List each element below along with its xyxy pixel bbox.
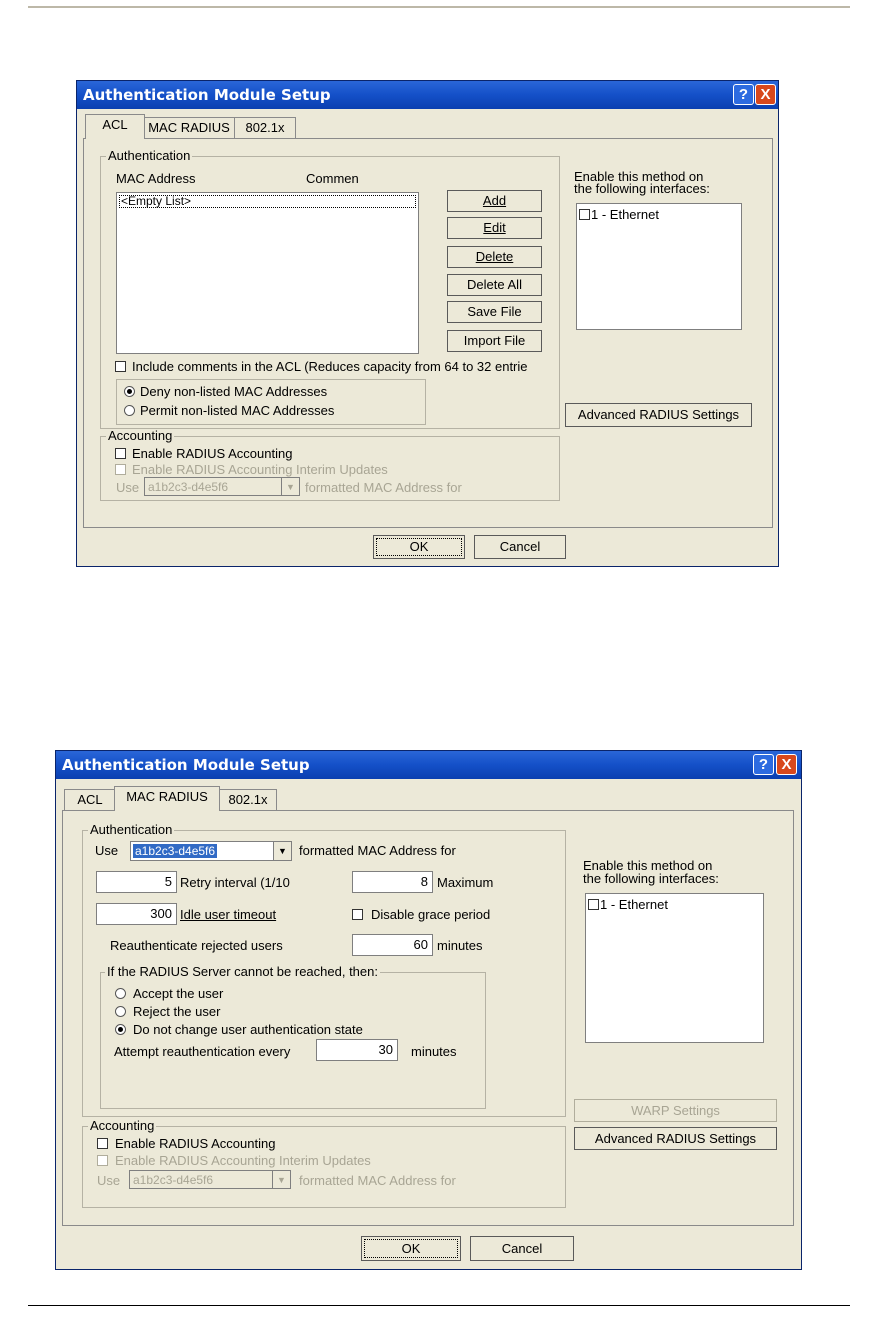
no-change-label: Do not change user authentication state [133, 1022, 363, 1037]
maximum-input[interactable]: 8 [352, 871, 433, 893]
enable-method-label-1: Enable this method on [583, 858, 713, 873]
acl-list[interactable] [116, 192, 419, 354]
use-label: Use [116, 480, 140, 495]
advanced-radius-button[interactable]: Advanced RADIUS Settings [574, 1127, 777, 1150]
interface-list[interactable] [576, 203, 742, 330]
ok-button[interactable]: OK [373, 535, 465, 559]
auth-group-label: Authentication [90, 822, 173, 837]
close-button[interactable]: X [776, 754, 797, 775]
edit-button[interactable]: Edit [447, 217, 542, 239]
dialog-acl [76, 80, 779, 567]
title-bar[interactable] [56, 751, 801, 779]
mac-format-value: a1b2c3-d4e5f6 [135, 844, 216, 858]
interim-updates-checkbox[interactable] [97, 1155, 108, 1166]
reauth-minutes-input[interactable]: 60 [352, 934, 433, 956]
acct-mac-format-value: a1b2c3-d4e5f6 [133, 1173, 214, 1187]
no-change-radio[interactable] [115, 1024, 126, 1035]
mac-format-combo[interactable] [144, 477, 300, 496]
tab-8021x[interactable]: 802.1x [234, 117, 296, 139]
disable-grace-label: Disable grace period [371, 907, 491, 922]
accounting-group-label: Accounting [108, 428, 173, 443]
import-file-button[interactable]: Import File [447, 330, 542, 352]
reject-user-radio[interactable] [115, 1006, 126, 1017]
enable-method-label-2: the following interfaces: [574, 181, 710, 196]
attempt-reauth-label: Attempt reauthentication every [114, 1044, 291, 1059]
retry-interval-input[interactable]: 5 [96, 871, 177, 893]
acct-use-label: Use [97, 1173, 121, 1188]
interface-list[interactable] [585, 893, 764, 1043]
add-button[interactable]: Add [447, 190, 542, 212]
tab-acl[interactable]: ACL [85, 114, 145, 139]
acct-mac-format-combo[interactable] [129, 1170, 291, 1189]
reauth-rejected-label: Reauthenticate rejected users [110, 938, 283, 953]
mac-format-value: a1b2c3-d4e5f6 [148, 480, 229, 494]
idle-timeout-label: Idle user timeout [180, 907, 277, 922]
top-rule [28, 6, 850, 8]
disable-grace-checkbox[interactable] [352, 909, 363, 920]
tab-8021x[interactable]: 802.1x [219, 789, 277, 811]
warp-settings-button[interactable]: WARP Settings [574, 1099, 777, 1122]
enable-accounting-label: Enable RADIUS Accounting [132, 446, 293, 461]
retry-interval-label: Retry interval (1/10 [180, 875, 290, 890]
tab-pane [83, 138, 773, 528]
enable-accounting-label: Enable RADIUS Accounting [115, 1136, 276, 1151]
dropdown-arrow-icon[interactable]: ▼ [273, 842, 291, 860]
delete-button[interactable]: Delete [447, 246, 542, 268]
dialog-title: Authentication Module Setup [83, 86, 331, 104]
reject-user-label: Reject the user [133, 1004, 221, 1019]
formatted-suffix: formatted MAC Address for [299, 843, 456, 858]
include-comments-label: Include comments in the ACL (Reduces capacity from 64 to 32 entrie [132, 359, 528, 374]
acct-formatted-suffix: formatted MAC Address for [299, 1173, 456, 1188]
server-unreachable-label: If the RADIUS Server cannot be reached, then: [107, 964, 378, 979]
enable-method-label-2: the following interfaces: [583, 871, 719, 886]
accept-user-radio[interactable] [115, 988, 126, 999]
idle-timeout-input[interactable]: 300 [96, 903, 177, 925]
dialog-mac-radius [55, 750, 802, 1270]
interface-checkbox[interactable] [579, 209, 590, 220]
ok-button[interactable]: OK [361, 1236, 461, 1261]
maximum-label: Maximum [437, 875, 494, 890]
deny-radio[interactable] [124, 386, 135, 397]
tab-mac-radius[interactable]: MAC RADIUS [143, 117, 235, 139]
enable-accounting-checkbox[interactable] [97, 1138, 108, 1149]
advanced-radius-button[interactable]: Advanced RADIUS Settings [565, 403, 752, 427]
close-button[interactable]: X [755, 84, 776, 105]
formatted-suffix: formatted MAC Address for [305, 480, 462, 495]
interim-updates-label: Enable RADIUS Accounting Interim Updates [132, 462, 388, 477]
bottom-rule [28, 1305, 850, 1306]
interface-item: 1 - Ethernet [591, 207, 659, 222]
col-comment: Commen [306, 171, 359, 186]
interface-item: 1 - Ethernet [600, 897, 668, 912]
enable-accounting-checkbox[interactable] [115, 448, 126, 459]
auth-group-label: Authentication [108, 148, 191, 163]
enable-method-label-1: Enable this method on [574, 169, 704, 184]
list-item[interactable]: <Empty List> [119, 195, 416, 208]
tab-pane [62, 810, 794, 1226]
cancel-button[interactable]: Cancel [474, 535, 566, 559]
help-button[interactable]: ? [733, 84, 754, 105]
tab-acl[interactable]: ACL [64, 789, 116, 811]
title-bar[interactable] [77, 81, 778, 109]
interface-checkbox[interactable] [588, 899, 599, 910]
interim-updates-label: Enable RADIUS Accounting Interim Updates [115, 1153, 371, 1168]
use-label: Use [95, 843, 119, 858]
reauth-minutes-label: minutes [437, 938, 483, 953]
dropdown-arrow-icon[interactable]: ▼ [272, 1171, 290, 1188]
deny-label: Deny non-listed MAC Addresses [140, 384, 328, 399]
save-file-button[interactable]: Save File [447, 301, 542, 323]
accept-user-label: Accept the user [133, 986, 224, 1001]
help-button[interactable]: ? [753, 754, 774, 775]
delete-all-button[interactable]: Delete All [447, 274, 542, 296]
include-comments-checkbox[interactable] [115, 361, 126, 372]
attempt-reauth-minutes: minutes [411, 1044, 457, 1059]
dialog-title: Authentication Module Setup [62, 756, 310, 774]
interim-updates-checkbox[interactable] [115, 464, 126, 475]
cancel-button[interactable]: Cancel [470, 1236, 574, 1261]
permit-radio[interactable] [124, 405, 135, 416]
col-mac-address: MAC Address [116, 171, 196, 186]
attempt-reauth-input[interactable]: 30 [316, 1039, 398, 1061]
dropdown-arrow-icon[interactable]: ▼ [281, 478, 299, 495]
accounting-group-label: Accounting [90, 1118, 155, 1133]
mac-format-combo[interactable] [130, 841, 292, 861]
tab-mac-radius[interactable]: MAC RADIUS [114, 786, 220, 811]
permit-label: Permit non-listed MAC Addresses [140, 403, 335, 418]
